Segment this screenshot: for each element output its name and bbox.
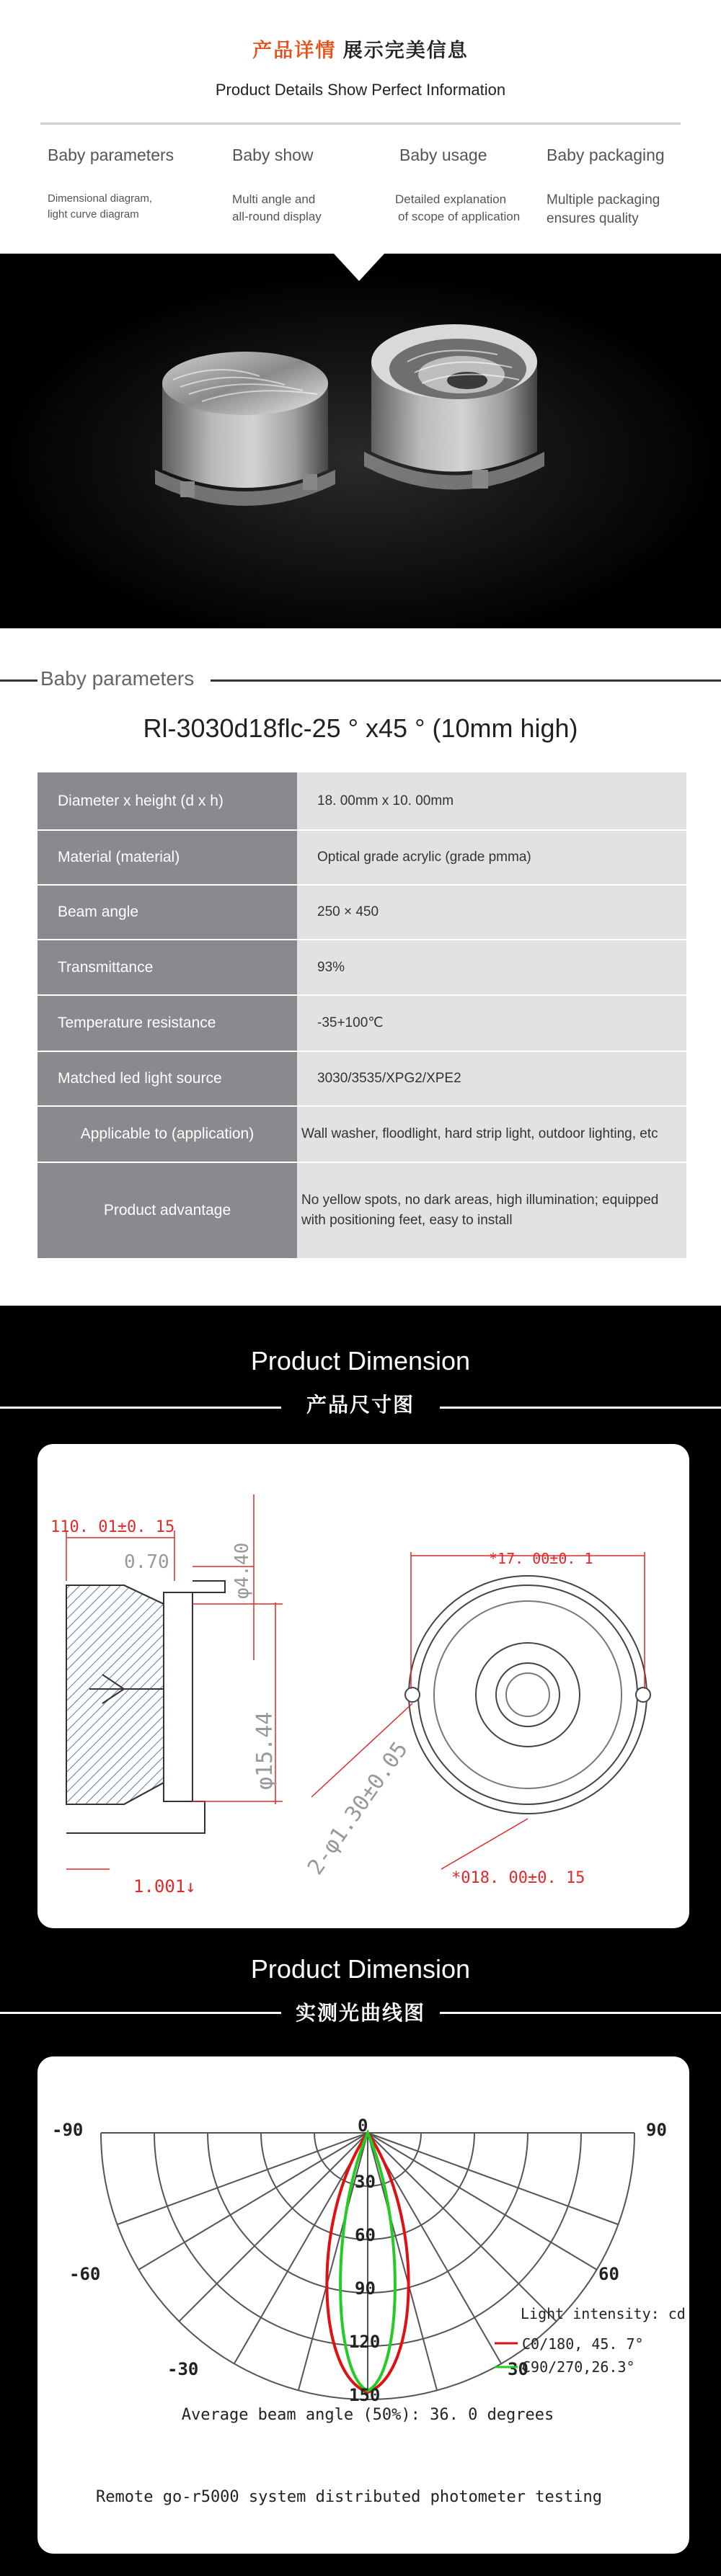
dim-label: φ4.40 [231,1542,253,1599]
angle-label: 30 [508,2359,528,2379]
avg-beam-angle: Average beam angle (50%): 36. 0 degrees [181,2406,554,2424]
param-value: 93% [297,940,686,994]
angle-label: -90 [52,2120,84,2140]
tab-desc-line: Detailed explanation [395,192,507,206]
page-title-accent: 产品详情 [252,40,337,61]
radial-label: 90 [355,2278,376,2299]
dimension-drawing [37,1444,689,1928]
angle-label: 0 [358,2116,368,2136]
detail-tabs [40,146,681,246]
dimension-title-cn: 产品尺寸图 [281,1389,440,1418]
dim-label: 1.001↓ [133,1876,196,1897]
angle-label: -30 [167,2359,199,2379]
legend-c90: C90/270,26.3° [522,2358,635,2376]
polar-light-curve [37,2056,689,2554]
section-notch [334,254,384,281]
tab-desc-line: of scope of application [398,210,521,223]
angle-label: 90 [646,2120,667,2140]
tab-title: Baby show [232,146,314,164]
lens-right [364,324,544,490]
page-title [0,35,721,63]
table-row [37,1107,686,1163]
table-row [37,886,686,940]
section-rule-left [0,679,37,682]
tab-baby-packaging[interactable] [547,146,705,228]
table-row [37,940,686,996]
light-curve-card [37,2056,689,2554]
header-divider [40,122,681,125]
tab-desc-line: all-round display [232,210,322,223]
legend-title: Light intensity: cd [521,2305,686,2322]
param-value: Optical grade acrylic (grade pmma) [297,831,686,884]
curve-title: Product Dimension [250,1954,471,1984]
param-value: 250 × 450 [297,886,686,939]
page-title-rest: 展示完美信息 [342,40,469,61]
product-photo [0,254,721,628]
param-key: Material (material) [37,831,297,884]
radial-label: 60 [355,2225,376,2245]
angle-label: -60 [69,2264,101,2284]
param-key: Applicable to (application) [37,1107,297,1162]
tab-desc-line: light curve diagram [48,208,139,220]
param-value: Wall washer, floodlight, hard strip light, outdoor lighting, etc [297,1107,686,1162]
tab-description [547,191,705,228]
section-rule-right [211,679,721,682]
tab-title: Baby packaging [547,146,665,164]
table-row [37,996,686,1052]
tab-desc-line: Multi angle and [232,192,316,206]
tab-description [232,191,391,226]
tab-desc-line: ensures quality [547,211,639,226]
param-value: 3030/3535/XPG2/XPE2 [297,1052,686,1105]
dimension-drawing-card [37,1444,689,1928]
param-key: Diameter x height (d x h) [37,772,297,829]
param-key: Product advantage [37,1163,297,1258]
dim-label: 2-φ1.30±0.05 [302,1737,413,1880]
param-value: No yellow spots, no dark areas, high illumination; equipped with positioning feet, easy to install [297,1163,686,1258]
angle-label: 60 [598,2264,619,2284]
table-row [37,1052,686,1107]
param-key: Transmittance [37,940,297,994]
dim-label: *018. 00±0. 15 [451,1869,585,1887]
table-row [37,1163,686,1260]
param-value: 18. 00mm x 10. 00mm [297,772,686,829]
tab-title: Baby usage [399,146,487,164]
dim-label: *17. 00±0. 1 [489,1550,593,1567]
dim-label: φ15.44 [252,1711,278,1790]
cross-section [66,1581,225,1833]
legend-c0: C0/180, 45. 7° [522,2335,644,2353]
table-row [37,772,686,831]
page-subtitle: Product Details Show Perfect Information [215,81,506,99]
curve-footer: Remote go-r5000 system distributed photometer testing [96,2488,602,2506]
radial-label: 120 [349,2332,381,2352]
radial-label: 150 [349,2385,381,2405]
dimension-title: Product Dimension [250,1346,471,1376]
tab-title: Baby parameters [48,146,174,164]
lens-left [155,352,335,506]
dim-label: 110. 01±0. 15 [50,1518,175,1536]
tab-baby-parameters[interactable] [48,146,206,223]
curve-title-cn: 实测光曲线图 [281,1997,440,2026]
radial-label: 30 [355,2172,376,2192]
section-title-parameters: Baby parameters [37,667,197,690]
top-view [405,1576,650,1814]
legend [495,2305,686,2376]
tab-baby-usage[interactable] [395,146,554,226]
tab-desc-line: Multiple packaging [547,192,660,208]
model-name: Rl-3030d18flc-25 ° x45 ° (10mm high) [143,713,578,743]
tab-baby-show[interactable] [232,146,391,226]
param-value: -35+100℃ [297,996,686,1051]
dim-label: 0.70 [124,1551,169,1573]
param-key: Matched led light source [37,1052,297,1105]
table-row [37,831,686,886]
param-key: Beam angle [37,886,297,939]
tab-desc-line: Dimensional diagram, [48,192,153,205]
tab-description [395,191,554,226]
param-key: Temperature resistance [37,996,297,1051]
tab-description [48,191,206,223]
lens-illustration [0,254,721,628]
